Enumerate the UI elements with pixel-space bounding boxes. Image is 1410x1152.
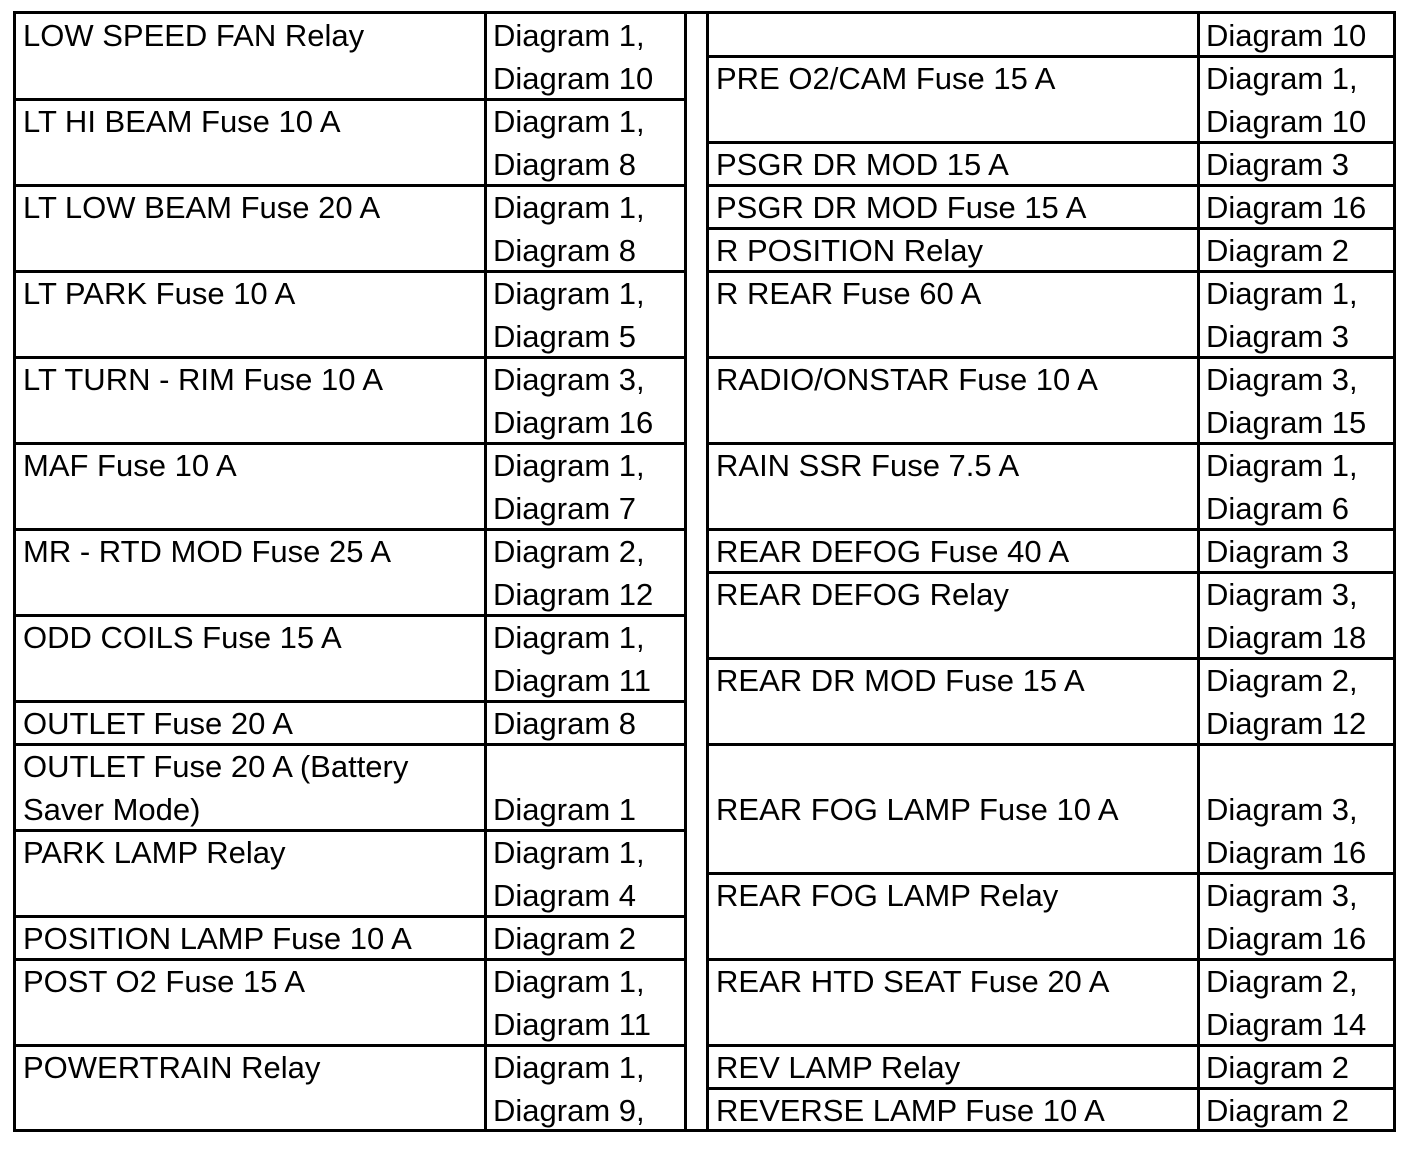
diagram-reference-cell bbox=[1206, 874, 1366, 960]
component-name: RADIO/ONSTAR Fuse 10 A bbox=[716, 362, 1098, 397]
diagram-reference: Diagram 12 bbox=[1206, 706, 1367, 741]
component-name-cell bbox=[23, 100, 341, 143]
component-name: REV LAMP Relay bbox=[716, 1050, 961, 1085]
diagram-reference-cell bbox=[493, 186, 645, 272]
diagram-reference: Diagram 2, bbox=[1206, 663, 1358, 698]
component-name: PSGR DR MOD 15 A bbox=[716, 147, 1009, 182]
diagram-reference-cell bbox=[493, 100, 645, 186]
diagram-reference: Diagram 3, bbox=[1206, 577, 1358, 612]
component-name: PRE O2/CAM Fuse 15 A bbox=[716, 61, 1056, 96]
diagram-reference-cell bbox=[1206, 1089, 1349, 1132]
diagram-reference-cell bbox=[493, 616, 651, 702]
component-name: LT HI BEAM Fuse 10 A bbox=[23, 104, 341, 139]
diagram-reference: Diagram 8 bbox=[493, 233, 636, 268]
diagram-reference: Diagram 18 bbox=[1206, 620, 1367, 655]
diagram-reference-cell bbox=[1206, 143, 1349, 186]
component-name: OUTLET Fuse 20 A bbox=[23, 706, 293, 741]
component-name: REVERSE LAMP Fuse 10 A bbox=[716, 1093, 1105, 1128]
component-name: REAR FOG LAMP Relay bbox=[716, 878, 1059, 913]
right-index-column bbox=[709, 14, 1393, 1129]
diagram-reference: Diagram 1, bbox=[1206, 61, 1358, 96]
component-name: PARK LAMP Relay bbox=[23, 835, 286, 870]
component-name: R POSITION Relay bbox=[716, 233, 983, 268]
component-name-cell bbox=[716, 229, 983, 272]
diagram-reference: Diagram 1, bbox=[493, 18, 645, 53]
component-name: LT LOW BEAM Fuse 20 A bbox=[23, 190, 381, 225]
component-name-cell bbox=[716, 57, 1055, 100]
component-name-cell bbox=[23, 272, 295, 315]
component-name-cell bbox=[716, 659, 1085, 702]
diagram-reference: Diagram 2, bbox=[493, 534, 645, 569]
component-name-cell bbox=[716, 1089, 1105, 1132]
component-name-cell bbox=[23, 745, 408, 831]
component-name-cell bbox=[716, 186, 1086, 229]
diagram-reference: Diagram 3, bbox=[1206, 362, 1358, 397]
component-name-cell bbox=[23, 831, 285, 874]
diagram-reference: Diagram 1, bbox=[1206, 448, 1358, 483]
component-name-cell bbox=[716, 272, 981, 315]
component-name: MR - RTD MOD Fuse 25 A bbox=[23, 534, 392, 569]
component-name: REAR DEFOG Fuse 40 A bbox=[716, 534, 1070, 569]
diagram-reference-cell bbox=[1206, 272, 1358, 358]
diagram-reference: Diagram 1 bbox=[493, 792, 636, 827]
diagram-reference-cell bbox=[493, 1046, 645, 1132]
component-name: PSGR DR MOD Fuse 15 A bbox=[716, 190, 1087, 225]
component-name: Saver Mode) bbox=[23, 792, 201, 827]
component-name: REAR FOG LAMP Fuse 10 A bbox=[716, 792, 1119, 827]
component-name-cell bbox=[23, 444, 237, 487]
diagram-reference: Diagram 2 bbox=[493, 921, 636, 956]
diagram-reference-cell bbox=[493, 530, 653, 616]
component-name: POST O2 Fuse 15 A bbox=[23, 964, 306, 999]
diagram-reference-cell bbox=[493, 272, 645, 358]
diagram-reference-cell bbox=[1206, 960, 1366, 1046]
diagram-reference: Diagram 3 bbox=[1206, 319, 1349, 354]
diagram-reference-cell bbox=[1206, 530, 1349, 573]
diagram-reference: Diagram 1, bbox=[493, 276, 645, 311]
fuse-relay-index-table bbox=[13, 11, 1396, 1132]
diagram-reference-cell bbox=[1206, 573, 1366, 659]
component-name-cell bbox=[716, 874, 1058, 917]
diagram-reference: Diagram 16 bbox=[1206, 835, 1367, 870]
diagram-reference: Diagram 10 bbox=[1206, 104, 1367, 139]
component-name-cell bbox=[716, 1046, 960, 1089]
diagram-reference: Diagram 16 bbox=[1206, 190, 1367, 225]
row-divider bbox=[709, 743, 1393, 746]
diagram-reference: Diagram 16 bbox=[1206, 921, 1367, 956]
diagram-reference: Diagram 2 bbox=[1206, 233, 1349, 268]
component-name-cell bbox=[716, 960, 1109, 1003]
diagram-reference: Diagram 1, bbox=[493, 964, 645, 999]
diagram-reference: Diagram 3, bbox=[1206, 878, 1358, 913]
component-name-cell bbox=[23, 702, 293, 745]
column-gutter bbox=[684, 14, 709, 1129]
diagram-reference: Diagram 2 bbox=[1206, 1050, 1349, 1085]
diagram-reference-cell bbox=[1206, 57, 1366, 143]
component-name: OUTLET Fuse 20 A (Battery bbox=[23, 749, 409, 784]
diagram-reference-cell bbox=[1206, 788, 1366, 874]
component-name-cell bbox=[23, 14, 364, 57]
component-name-cell bbox=[23, 960, 305, 1003]
diagram-reference: Diagram 11 bbox=[493, 1007, 651, 1042]
diagram-reference: Diagram 4 bbox=[493, 878, 636, 913]
component-name: POWERTRAIN Relay bbox=[23, 1050, 321, 1085]
component-name: RAIN SSR Fuse 7.5 A bbox=[716, 448, 1020, 483]
diagram-reference: Diagram 2 bbox=[1206, 1093, 1349, 1128]
diagram-reference-cell bbox=[493, 358, 653, 444]
component-name: ODD COILS Fuse 15 A bbox=[23, 620, 342, 655]
diagram-reference: Diagram 1, bbox=[1206, 276, 1358, 311]
diagram-reference: Diagram 10 bbox=[1206, 18, 1367, 53]
diagram-reference: Diagram 14 bbox=[1206, 1007, 1367, 1042]
diagram-reference: Diagram 9, bbox=[493, 1093, 645, 1128]
component-name-cell bbox=[716, 573, 1009, 616]
component-name: MAF Fuse 10 A bbox=[23, 448, 237, 483]
diagram-reference: Diagram 3 bbox=[1206, 147, 1349, 182]
diagram-reference: Diagram 15 bbox=[1206, 405, 1367, 440]
component-name-cell bbox=[716, 788, 1119, 831]
diagram-reference-cell bbox=[1206, 1046, 1349, 1089]
component-name: LT TURN - RIM Fuse 10 A bbox=[23, 362, 384, 397]
column-divider bbox=[484, 14, 487, 1129]
diagram-reference: Diagram 8 bbox=[493, 147, 636, 182]
diagram-reference: Diagram 3, bbox=[1206, 792, 1358, 827]
diagram-reference-cell bbox=[493, 960, 651, 1046]
diagram-reference-cell bbox=[493, 444, 645, 530]
diagram-reference: Diagram 6 bbox=[1206, 491, 1349, 526]
component-name-cell bbox=[23, 530, 391, 573]
diagram-reference: Diagram 8 bbox=[493, 706, 636, 741]
diagram-reference-cell bbox=[493, 14, 653, 100]
component-name-cell bbox=[23, 1046, 320, 1089]
diagram-reference: Diagram 3, bbox=[493, 362, 645, 397]
diagram-reference: Diagram 10 bbox=[493, 61, 654, 96]
diagram-reference: Diagram 1, bbox=[493, 1050, 645, 1085]
component-name-cell bbox=[716, 358, 1098, 401]
component-name-cell bbox=[716, 143, 1009, 186]
component-name: REAR DEFOG Relay bbox=[716, 577, 1009, 612]
diagram-reference-cell bbox=[1206, 14, 1366, 57]
diagram-reference: Diagram 1, bbox=[493, 620, 645, 655]
diagram-reference: Diagram 2, bbox=[1206, 964, 1358, 999]
component-name: LT PARK Fuse 10 A bbox=[23, 276, 296, 311]
component-name-cell bbox=[23, 616, 342, 659]
diagram-reference-cell bbox=[1206, 358, 1366, 444]
diagram-reference: Diagram 12 bbox=[493, 577, 654, 612]
diagram-reference-cell bbox=[1206, 659, 1366, 745]
diagram-reference: Diagram 1, bbox=[493, 448, 645, 483]
component-name-cell bbox=[716, 530, 1069, 573]
diagram-reference-cell bbox=[1206, 186, 1366, 229]
diagram-reference: Diagram 7 bbox=[493, 491, 636, 526]
diagram-reference-cell bbox=[493, 831, 645, 917]
diagram-reference: Diagram 3 bbox=[1206, 534, 1349, 569]
diagram-reference: Diagram 1, bbox=[493, 835, 645, 870]
component-name: LOW SPEED FAN Relay bbox=[23, 18, 365, 53]
component-name-cell bbox=[23, 917, 412, 960]
diagram-reference-cell bbox=[493, 788, 636, 831]
component-name-cell bbox=[23, 358, 383, 401]
diagram-reference: Diagram 11 bbox=[493, 663, 651, 698]
component-name: REAR DR MOD Fuse 15 A bbox=[716, 663, 1085, 698]
component-name: R REAR Fuse 60 A bbox=[716, 276, 982, 311]
component-name: REAR HTD SEAT Fuse 20 A bbox=[716, 964, 1110, 999]
component-name-cell bbox=[23, 186, 380, 229]
diagram-reference-cell bbox=[493, 917, 636, 960]
diagram-reference: Diagram 1, bbox=[493, 104, 645, 139]
diagram-reference-cell bbox=[493, 702, 636, 745]
component-name-cell bbox=[716, 444, 1019, 487]
component-name: POSITION LAMP Fuse 10 A bbox=[23, 921, 412, 956]
left-index-column bbox=[16, 14, 684, 1129]
diagram-reference: Diagram 1, bbox=[493, 190, 645, 225]
diagram-reference-cell bbox=[1206, 444, 1358, 530]
diagram-reference: Diagram 16 bbox=[493, 405, 654, 440]
diagram-reference: Diagram 5 bbox=[493, 319, 636, 354]
diagram-reference-cell bbox=[1206, 229, 1349, 272]
